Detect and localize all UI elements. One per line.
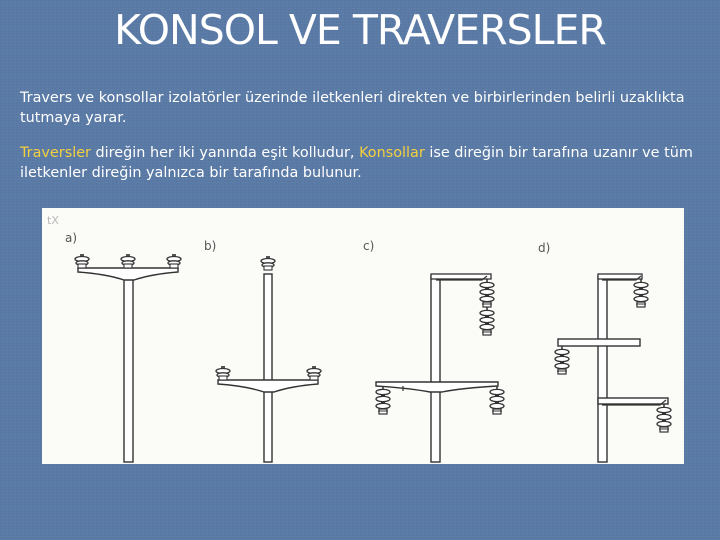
- label-d: d): [538, 241, 551, 255]
- term-konsollar: Konsollar: [359, 145, 425, 161]
- pole-diagram-figure: [42, 208, 684, 464]
- pole-a: [75, 254, 181, 462]
- pole-c: [376, 274, 504, 462]
- pole-diagram: [42, 208, 684, 464]
- scribble-mark: tX: [47, 214, 59, 227]
- paragraph-comparison-text1: direğin her iki yanında eşit kolludur,: [90, 145, 360, 161]
- label-a: a): [65, 231, 78, 245]
- paragraph-comparison: [20, 143, 700, 183]
- term-traversler: Traversler: [20, 145, 91, 161]
- paragraph-comparison-text2: ise direğin bir tarafına uzanır ve tüm iletkenler direğin yalnızca bir tarafında bulunur.: [20, 145, 693, 181]
- label-b: b): [204, 239, 217, 253]
- paragraph-definition: Travers ve konsollar izolatörler üzerinde iletkenleri direkten ve birbirlerinden belirli uzaklıkta tutmaya yarar.: [20, 90, 685, 126]
- pole-b: [216, 256, 321, 462]
- slide-title: KONSOL VE TRAVERSLER: [114, 6, 606, 54]
- pole-d: [555, 274, 671, 462]
- label-c: c): [363, 239, 375, 253]
